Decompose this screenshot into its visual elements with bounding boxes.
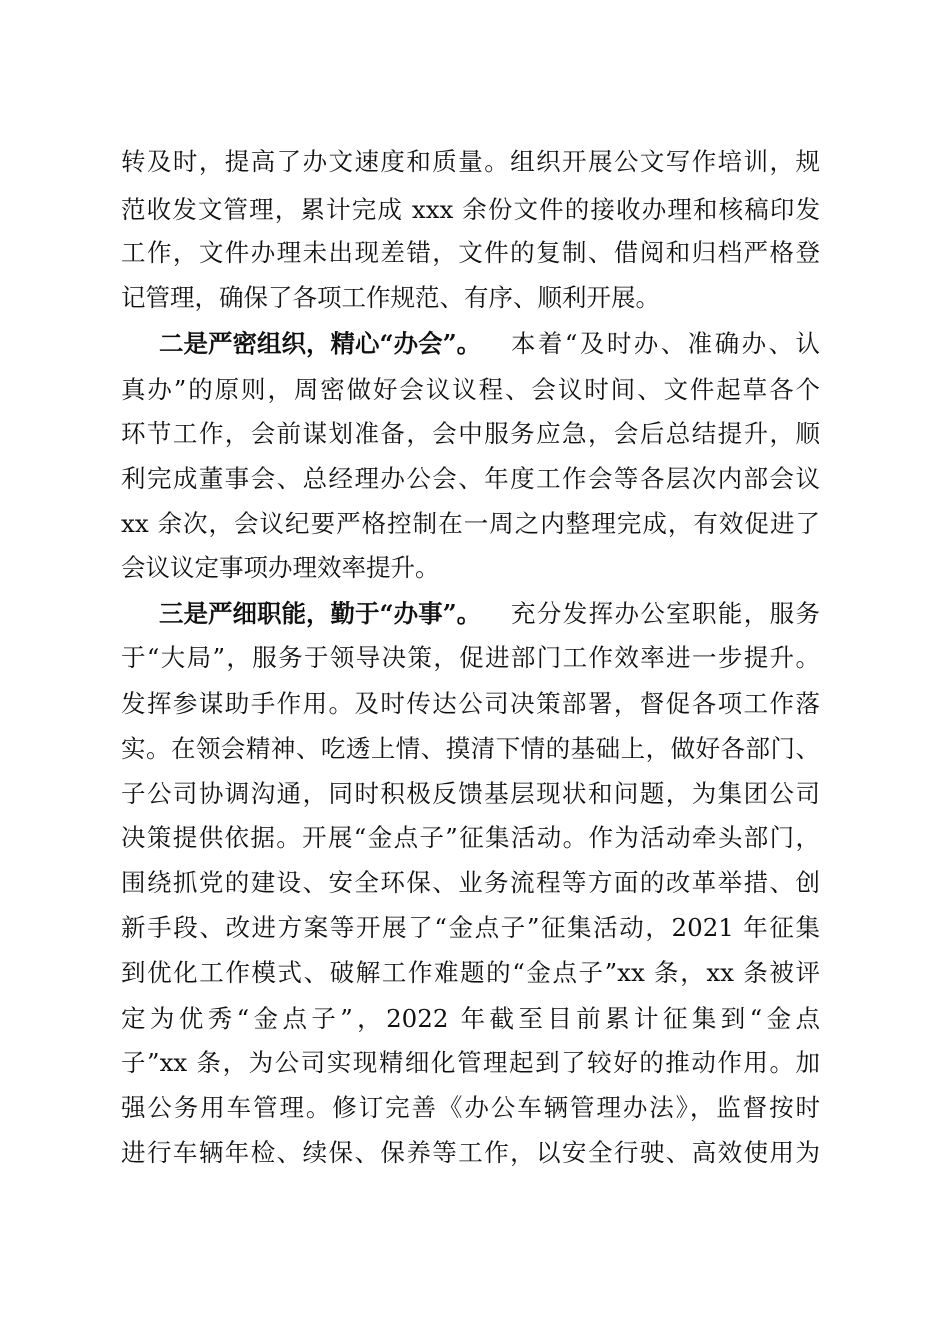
text-line-6: 真办”的原则，周密做好会议议程、会议时间、文件起草各个 [121,375,820,404]
text-line-15: 子公司协调沟通，同时积极反馈基层现状和问题，为集团公司 [121,779,820,808]
text-line-5-rest: 本着“及时办、准确办、认 [511,329,820,358]
text-line-4: 记管理，确保了各项工作规范、有序、顺利开展。 [121,283,660,312]
text-line-2: 范收发文管理，累计完成 xxx 余份文件的接收办理和核稿印发 [121,195,820,224]
text-line-17: 围绕抓党的建设、安全环保、业务流程等方面的改革举措、创 [121,868,820,897]
text-line-12: 于“大局”，服务于领导决策，促进部门工作效率进一步提升。 [121,643,820,672]
text-line-11-rest: 充分发挥办公室职能，服务 [511,599,820,628]
text-line-23: 进行车辆年检、续保、保养等工作，以安全行驶、高效使用为 [121,1138,820,1167]
text-line-9: xx 余次，会议纪要严格控制在一周之内整理完成，有效促进了 [121,509,820,538]
text-line-8: 利完成董事会、总经理办公会、年度工作会等各层次内部会议 [121,464,820,493]
text-line-20: 定为优秀“金点子”，2022 年截至目前累计征集到“金点 [121,1004,820,1033]
text-line-10: 会议议定事项办理效率提升。 [121,553,440,582]
text-line-19: 到优化工作模式、破解工作难题的“金点子”xx 条，xx 条被评 [121,958,820,987]
text-line-3: 工作，文件办理未出现差错，文件的复制、借阅和归档严格登 [121,238,820,267]
text-line-13: 发挥参谋助手作用。及时传达公司决策部署，督促各项工作落 [121,689,820,718]
text-line-16: 决策提供依据。开展“金点子”征集活动。作为活动牵头部门， [121,823,820,852]
text-line-21: 子”xx 条，为公司实现精细化管理起到了较好的推动作用。加 [121,1048,820,1077]
text-line-18: 新手段、改进方案等开展了“金点子”征集活动，2021 年征集 [121,913,820,942]
text-line-7: 环节工作，会前谋划准备，会中服务应急，会后总结提升，顺 [121,419,820,448]
text-line-14: 实。在领会精神、吃透上情、摸清下情的基础上，做好各部门、 [121,734,820,763]
section-heading-2: 二是严密组织，精心“办会”。 [159,329,482,358]
text-line-22: 强公务用车管理。修订完善《办公车辆管理办法》，监督按时 [121,1093,820,1122]
text-line-1: 转及时，提高了办文速度和质量。组织开展公文写作培训，规 [121,147,820,176]
section-heading-3: 三是严细职能，勤于“办事”。 [159,599,482,628]
